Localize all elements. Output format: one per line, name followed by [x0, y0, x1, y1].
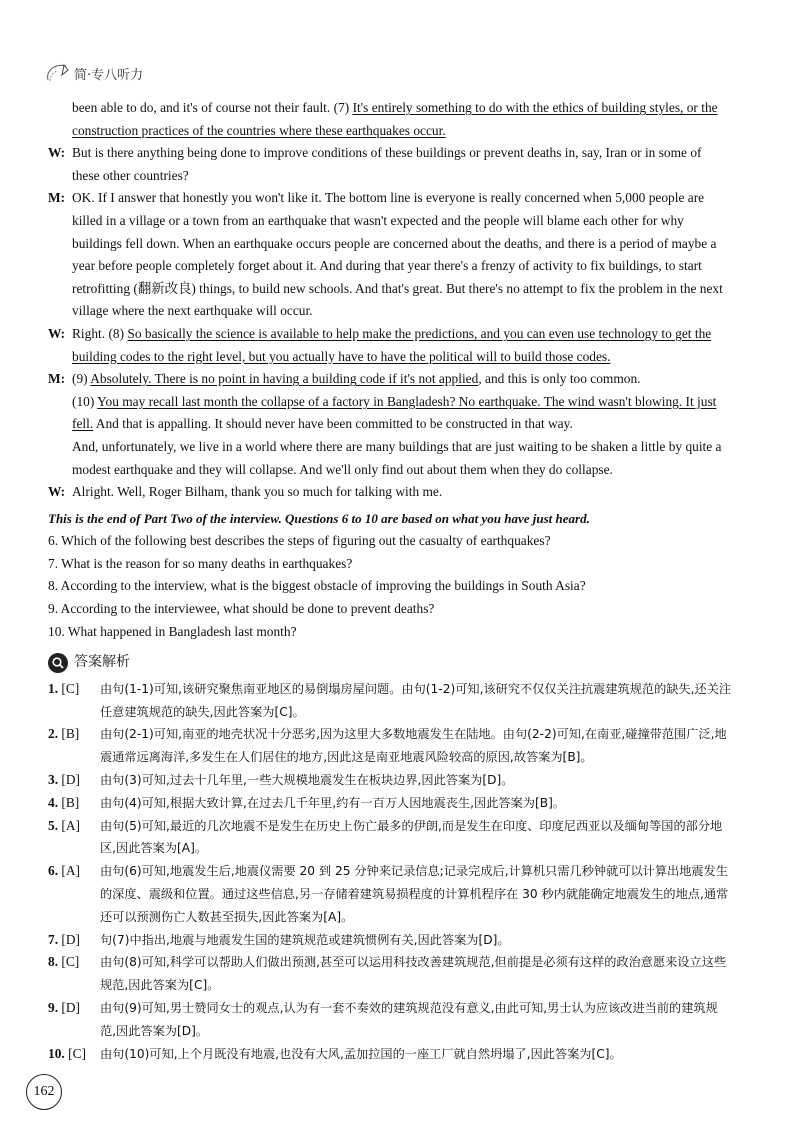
answer-item [48, 951, 732, 997]
dialogue-m1 [48, 187, 732, 323]
answers-title: 答案解析 [74, 654, 130, 671]
answer-label [48, 678, 100, 724]
speaker-label: W: [48, 145, 66, 161]
answer-label [48, 723, 100, 769]
answer-label [48, 860, 100, 928]
transcript-continuation [48, 97, 732, 142]
header-brand: 简·专八听力 [74, 67, 144, 83]
answer-number: 5. [48, 817, 59, 833]
answer-item [48, 997, 732, 1043]
answer-number: 9. [48, 1000, 59, 1015]
answer-label [48, 997, 100, 1043]
answer-number: 10. [48, 1045, 65, 1061]
answer-number: 6. [48, 863, 59, 879]
answer-text: 由句(6)可知,地震发生后,地震仪需要 20 到 25 分钟来记录信息;记录完成后,计算机只需几秒钟就可以计算出地震发生的深度、震级和位置。通过这些信息,另一存储着建筑易损程度的计算机程序在 30 秒内就能确定地震发生的地点,通常还可以预测伤亡人数甚至损失,因此答案为[A]。 [100, 864, 729, 924]
answer-item [48, 860, 732, 928]
answer-number: 8. [48, 954, 59, 970]
question-item: 9. According to the interviewee, what should be done to prevent deaths? [48, 601, 435, 617]
answer-text: 由句(4)可知,根据大致计算,在过去几千年里,约有一百万人因地震丧生,因此答案为[B]。 [100, 795, 566, 810]
page-number: 162 [26, 1074, 62, 1110]
sentence-7: It's entirely something to do with the ethics of building styles, or the construction practices of the countries where these earthquakes occur. [72, 100, 718, 138]
answer-key: [C] [61, 680, 80, 696]
m3-pre: (10) [72, 393, 98, 409]
answer-item [48, 1043, 732, 1066]
answer-key: [A] [61, 863, 80, 879]
question-item: 8. According to the interview, what is the biggest obstacle of improving the buildings in South Asia? [48, 578, 586, 594]
answer-text: 由句(9)可知,男士赞同女士的观点,认为有一套不奏效的建筑规范没有意义,由此可知,男士认为应该改进当前的建筑规范,因此答案为[D]。 [100, 1001, 718, 1038]
dialogue-text [72, 368, 732, 481]
dialogue-m2 [48, 368, 732, 481]
answer-label [48, 792, 100, 815]
answer-item [48, 723, 732, 769]
question-list [48, 530, 732, 643]
dialogue-text: Alright. Well, Roger Bilham, thank you so much for talking with me. [72, 484, 443, 500]
answer-text: 由句(1-1)可知,该研究聚焦南亚地区的易倒塌房屋问题。由句(1-2)可知,该研究不仅仅关注抗震建筑规范的缺失,还关注任意建筑规范的缺失,因此答案为[C]。 [100, 681, 732, 719]
answers-heading [48, 651, 732, 674]
answer-key: [D] [61, 772, 80, 788]
answer-number: 7. [48, 931, 59, 947]
answer-text: 由句(3)可知,过去十几年里,一些大规模地震发生在板块边界,因此答案为[D]。 [100, 773, 514, 788]
answer-key: [D] [61, 931, 80, 947]
magnifier-icon [48, 653, 68, 673]
answer-text: 由句(5)可知,最近的几次地震不是发生在历史上伤亡最多的伊朗,而是发生在印度、印度尼西亚以及缅甸等国的部分地区,因此答案为[A]。 [100, 818, 723, 856]
answer-text: 由句(8)可知,科学可以帮助人们做出预测,甚至可以运用科技改善建筑规范,但前提是必须有这样的政治意愿来设立这些规范,因此答案为[C]。 [100, 955, 727, 993]
speaker-label: M: [48, 371, 66, 387]
answer-number: 3. [48, 772, 59, 788]
dialogue-w2 [48, 323, 732, 368]
leaf-ornament-icon [44, 62, 70, 84]
answer-list [48, 678, 732, 1066]
answer-key: [B] [61, 726, 80, 742]
sentence-9: Absolutely. There is no point in having a building code if it's not applied [90, 371, 479, 387]
answer-key: [C] [68, 1045, 86, 1061]
m2-post: , and this is only too common. [478, 371, 641, 387]
dialogue-text: OK. If I answer that honestly you won't like it. The bottom line is everyone is really concerned when 5,000 people are killed in a village or a town from an earthquake that wasn't expected and the people will blame each other for why buildings fell down. When an earthquake occurs people are concerned about the deaths, and there is a period of maybe a year before people completely forget about it. And during that year there's a frenzy of activity to fix buildings, to start retrofitting (翻新改良) things, to build new schools. And that's great. But there's no attempt to fix the problem in the next village where the next earthquake will occur. [72, 190, 723, 319]
question-item: 6. Which of the following best describes the steps of figuring out the casualty of earthquakes? [48, 533, 551, 549]
answer-key: [D] [61, 1000, 80, 1015]
page-content [48, 97, 732, 1065]
m3-post: And that is appalling. It should never have been committed to be constructed in that way. [93, 416, 573, 432]
answer-item [48, 792, 732, 815]
answer-label [48, 1043, 100, 1066]
sentence-8: So basically the science is available to help make the predictions, and you can even use technology to get the building codes to the right level, but you actually have to have the political will to build those codes. [72, 325, 712, 364]
answer-item [48, 769, 732, 792]
speaker-label: M: [48, 190, 66, 206]
answer-label [48, 951, 100, 997]
answer-text: 句(7)中指出,地震与地震发生国的建筑规范或建筑惯例有关,因此答案为[D]。 [100, 932, 510, 947]
answer-label [48, 769, 100, 792]
running-header [44, 62, 143, 84]
answer-number: 2. [48, 726, 59, 742]
speaker-label: W: [48, 484, 66, 500]
answer-number: 1. [48, 680, 59, 696]
answer-key: [A] [61, 817, 80, 833]
answer-key: [B] [61, 794, 80, 810]
answer-label [48, 815, 100, 861]
answer-item [48, 815, 732, 861]
m4-text: And, unfortunately, we live in a world where there are many buildings that are just waiting to be shaken a little by quite a modest earthquake and they will collapse. And we'll only find out about them when they do collapse. [72, 438, 722, 477]
sentence-10: You may recall last month the collapse of a factory in Bangladesh? No earthquake. The wind wasn't blowing. It just fell. [72, 393, 717, 432]
dialogue-text: But is there anything being done to improve conditions of these buildings or prevent deaths in, say, Iran or in some of these other countries? [72, 145, 702, 183]
answer-number: 4. [48, 794, 59, 810]
speaker-label: W: [48, 325, 66, 341]
line1-start: been able to do, and it's of course not their fault. (7) [72, 100, 353, 115]
answer-item [48, 678, 732, 724]
answer-text: 由句(10)可知,上个月既没有地震,也没有大风,孟加拉国的一座工厂就自然坍塌了,因此答案为[C]。 [100, 1046, 622, 1061]
dialogue-w1 [48, 142, 732, 187]
question-item: 10. What happened in Bangladesh last month? [48, 623, 297, 639]
m2-pre: (9) [72, 371, 91, 387]
answer-item [48, 929, 732, 952]
end-note: This is the end of Part Two of the interview. Questions 6 to 10 are based on what you have just heard. [48, 510, 590, 526]
answer-key: [C] [61, 954, 80, 970]
question-item: 7. What is the reason for so many deaths in earthquakes? [48, 555, 353, 571]
w2-pre: Right. (8) [72, 325, 128, 341]
dialogue-w3 [48, 481, 732, 504]
answer-text: 由句(2-1)可知,南亚的地壳状况十分恶劣,因为这里大多数地震发生在陆地。由句(2-2)可知,在南亚,碰撞带范围广泛,地震通常远离海洋,多发生在人们居住的地方,因此这是南亚地震风险较高的原因,故答案为[B]。 [100, 727, 727, 765]
answer-label [48, 929, 100, 952]
dialogue-text [72, 323, 732, 368]
